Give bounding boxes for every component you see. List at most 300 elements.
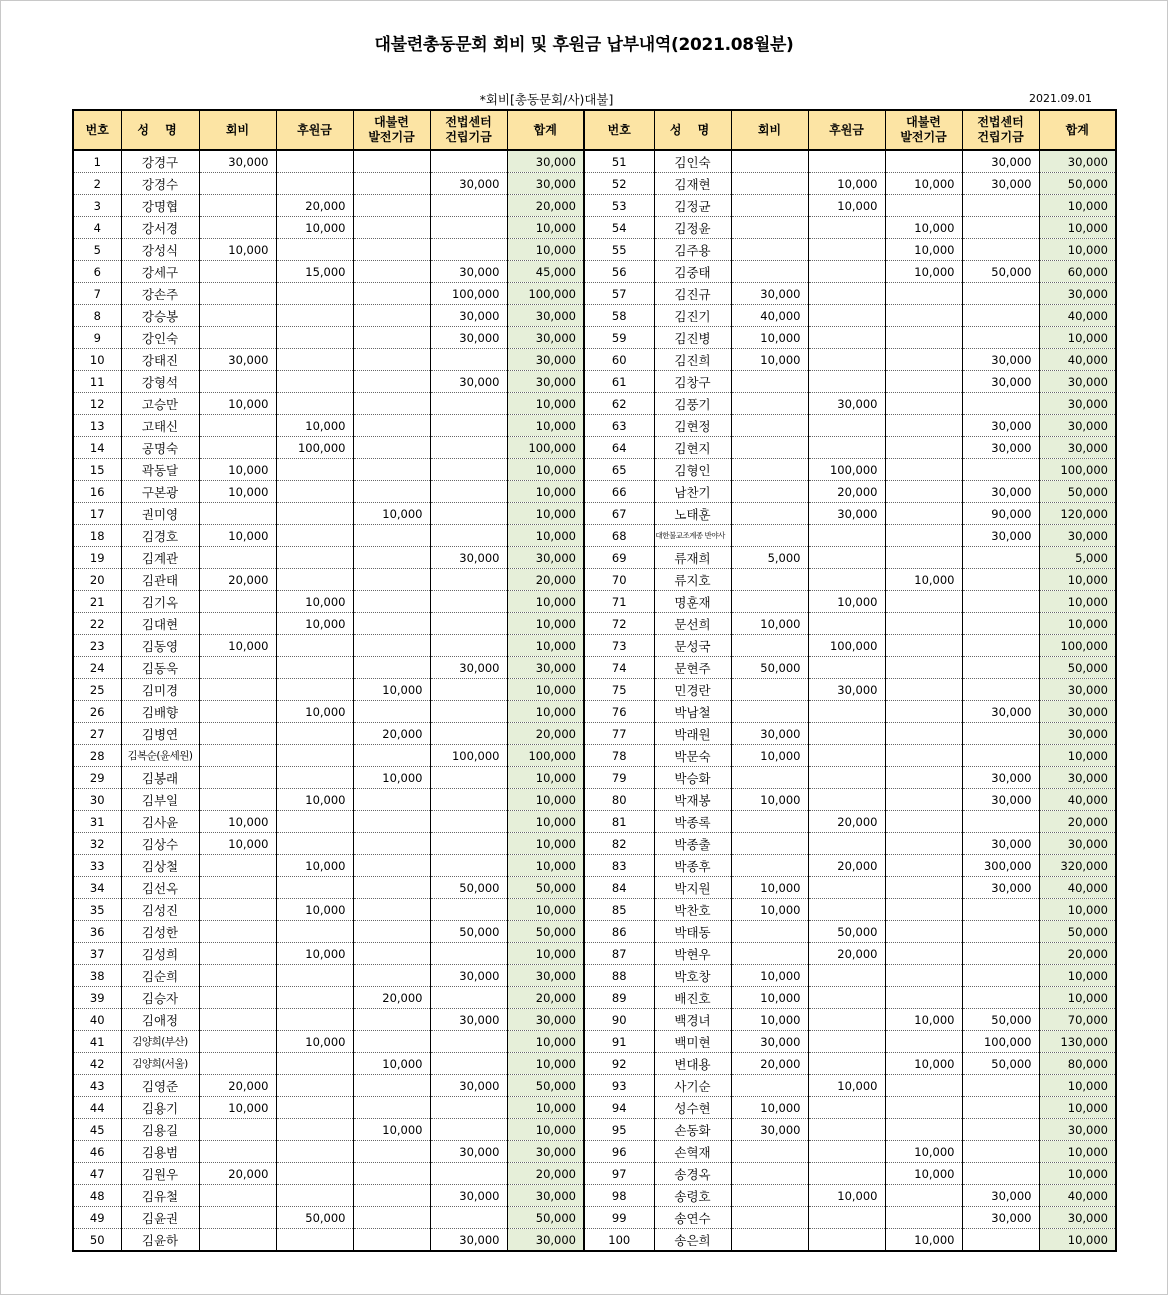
- table-row: [73, 459, 1116, 481]
- dev-fund-cell: [885, 305, 962, 327]
- dev-fund-cell: [353, 811, 430, 833]
- center-fund-cell: [962, 745, 1039, 767]
- total-cell: 10,000: [507, 393, 584, 415]
- total-cell: 10,000: [507, 415, 584, 437]
- page-title: 대불련총동문회 회비 및 후원금 납부내역(2021.08월분): [374, 35, 794, 55]
- donation-cell: 10,000: [276, 855, 353, 877]
- dev-fund-cell: [885, 635, 962, 657]
- total-cell: 10,000: [1039, 217, 1116, 239]
- fee-cell: [731, 393, 808, 415]
- fee-cell: [731, 503, 808, 525]
- fee-cell: [731, 833, 808, 855]
- center-fund-cell: [962, 393, 1039, 415]
- member-name: 김애정: [121, 1009, 199, 1031]
- member-name: 김진병: [654, 327, 731, 349]
- dev-fund-cell: [885, 921, 962, 943]
- center-fund-cell: [962, 283, 1039, 305]
- row-number: 67: [584, 503, 654, 525]
- dev-fund-cell: [885, 657, 962, 679]
- fee-cell: 10,000: [199, 1097, 276, 1119]
- donation-cell: 30,000: [808, 503, 885, 525]
- member-name: 강명협: [121, 195, 199, 217]
- fee-cell: [199, 547, 276, 569]
- table-row: [73, 503, 1116, 525]
- row-number: 31: [73, 811, 121, 833]
- donation-cell: 10,000: [808, 1075, 885, 1097]
- donation-cell: [276, 173, 353, 195]
- donation-cell: 20,000: [808, 481, 885, 503]
- total-cell: 20,000: [507, 195, 584, 217]
- table-row: [73, 789, 1116, 811]
- member-name: 강서경: [121, 217, 199, 239]
- member-name: 강태진: [121, 349, 199, 371]
- row-number: 54: [584, 217, 654, 239]
- fee-cell: [731, 195, 808, 217]
- total-cell: 10,000: [1039, 1075, 1116, 1097]
- dev-fund-cell: [885, 195, 962, 217]
- dev-fund-cell: [885, 1207, 962, 1229]
- row-number: 80: [584, 789, 654, 811]
- fee-cell: [199, 1009, 276, 1031]
- dev-fund-cell: [885, 789, 962, 811]
- donation-cell: [276, 525, 353, 547]
- row-number: 100: [584, 1229, 654, 1252]
- center-fund-cell: [430, 195, 507, 217]
- fee-cell: 20,000: [731, 1053, 808, 1075]
- member-name: 송경옥: [654, 1163, 731, 1185]
- fee-cell: 10,000: [199, 635, 276, 657]
- table-row: [73, 899, 1116, 921]
- center-fund-cell: [962, 613, 1039, 635]
- total-cell: 10,000: [1039, 1141, 1116, 1163]
- fee-cell: [199, 657, 276, 679]
- total-cell: 30,000: [1039, 701, 1116, 723]
- center-fund-cell: [962, 965, 1039, 987]
- table-row: [73, 855, 1116, 877]
- total-cell: 30,000: [1039, 283, 1116, 305]
- total-cell: 100,000: [507, 283, 584, 305]
- total-cell: 10,000: [507, 635, 584, 657]
- center-fund-cell: [430, 1163, 507, 1185]
- table-row: [73, 1207, 1116, 1229]
- header-dev-fund: 대불련 발전기금: [353, 110, 430, 150]
- dev-fund-cell: [885, 327, 962, 349]
- dev-fund-cell: [353, 1185, 430, 1207]
- fee-cell: 10,000: [731, 965, 808, 987]
- total-cell: 10,000: [1039, 569, 1116, 591]
- table-row: [73, 877, 1116, 899]
- table-row: [73, 547, 1116, 569]
- member-name: 송은희: [654, 1229, 731, 1252]
- member-name: 공명숙: [121, 437, 199, 459]
- dev-fund-cell: 10,000: [353, 767, 430, 789]
- total-cell: 30,000: [1039, 1119, 1116, 1141]
- total-cell: 10,000: [1039, 1229, 1116, 1252]
- member-name: 배진호: [654, 987, 731, 1009]
- dev-fund-cell: [353, 481, 430, 503]
- center-fund-cell: 30,000: [430, 965, 507, 987]
- member-name: 김중태: [654, 261, 731, 283]
- total-cell: 10,000: [507, 789, 584, 811]
- member-name: 김현지: [654, 437, 731, 459]
- dev-fund-cell: [885, 525, 962, 547]
- fee-cell: 10,000: [199, 481, 276, 503]
- header-total: 합계: [507, 110, 584, 150]
- fee-cell: [199, 899, 276, 921]
- total-cell: 10,000: [507, 239, 584, 261]
- header-no: 번호: [73, 110, 121, 150]
- fee-cell: [731, 525, 808, 547]
- fee-cell: [731, 811, 808, 833]
- table-row: [73, 239, 1116, 261]
- dev-fund-cell: [885, 899, 962, 921]
- member-name: 김양희(부산): [121, 1031, 199, 1053]
- row-number: 49: [73, 1207, 121, 1229]
- member-name: 김경호: [121, 525, 199, 547]
- dev-fund-cell: [885, 371, 962, 393]
- center-fund-cell: 30,000: [430, 173, 507, 195]
- row-number: 20: [73, 569, 121, 591]
- member-name: 김형인: [654, 459, 731, 481]
- fee-cell: [731, 1207, 808, 1229]
- dev-fund-cell: [353, 635, 430, 657]
- fee-cell: [731, 261, 808, 283]
- member-name: 류지호: [654, 569, 731, 591]
- fee-cell: [199, 503, 276, 525]
- donation-cell: [808, 723, 885, 745]
- member-name: 김진기: [654, 305, 731, 327]
- row-number: 26: [73, 701, 121, 723]
- row-number: 82: [584, 833, 654, 855]
- center-fund-cell: 30,000: [430, 1075, 507, 1097]
- center-fund-cell: [430, 679, 507, 701]
- center-fund-cell: [430, 613, 507, 635]
- member-name: 김관태: [121, 569, 199, 591]
- fee-cell: 10,000: [199, 239, 276, 261]
- table-row: [73, 1097, 1116, 1119]
- total-cell: 10,000: [507, 855, 584, 877]
- row-number: 13: [73, 415, 121, 437]
- row-number: 38: [73, 965, 121, 987]
- member-name: 김계관: [121, 547, 199, 569]
- total-cell: 10,000: [1039, 899, 1116, 921]
- center-fund-cell: 30,000: [962, 349, 1039, 371]
- center-fund-cell: 30,000: [430, 261, 507, 283]
- fee-cell: [199, 415, 276, 437]
- total-cell: 30,000: [507, 1141, 584, 1163]
- center-fund-cell: 30,000: [962, 481, 1039, 503]
- donation-cell: [808, 745, 885, 767]
- donation-cell: 10,000: [276, 415, 353, 437]
- dev-fund-cell: [353, 1097, 430, 1119]
- row-number: 77: [584, 723, 654, 745]
- center-fund-cell: [430, 789, 507, 811]
- member-name: 문선희: [654, 613, 731, 635]
- dev-fund-cell: [353, 437, 430, 459]
- center-fund-cell: [962, 1229, 1039, 1252]
- member-name: 김현정: [654, 415, 731, 437]
- fee-cell: 20,000: [199, 1163, 276, 1185]
- total-cell: 20,000: [1039, 943, 1116, 965]
- dev-fund-cell: 10,000: [353, 1053, 430, 1075]
- center-fund-cell: 30,000: [430, 305, 507, 327]
- donation-cell: [276, 1097, 353, 1119]
- fee-cell: 30,000: [199, 150, 276, 173]
- dev-fund-cell: [353, 1009, 430, 1031]
- dev-fund-cell: [885, 745, 962, 767]
- row-number: 71: [584, 591, 654, 613]
- dev-fund-cell: 10,000: [885, 217, 962, 239]
- fee-cell: [731, 943, 808, 965]
- table-row: [73, 349, 1116, 371]
- row-number: 29: [73, 767, 121, 789]
- center-fund-cell: [430, 459, 507, 481]
- dev-fund-cell: [885, 723, 962, 745]
- donation-cell: 10,000: [276, 899, 353, 921]
- total-cell: 50,000: [1039, 921, 1116, 943]
- dev-fund-cell: [885, 965, 962, 987]
- donation-cell: [808, 437, 885, 459]
- row-number: 73: [584, 635, 654, 657]
- donation-cell: [276, 150, 353, 173]
- row-number: 23: [73, 635, 121, 657]
- fee-cell: 10,000: [199, 459, 276, 481]
- center-fund-cell: [962, 1119, 1039, 1141]
- table-row: [73, 723, 1116, 745]
- dev-fund-cell: [353, 1163, 430, 1185]
- fee-cell: [199, 591, 276, 613]
- member-name: 문현주: [654, 657, 731, 679]
- total-cell: 30,000: [507, 305, 584, 327]
- center-fund-cell: [430, 393, 507, 415]
- row-number: 98: [584, 1185, 654, 1207]
- member-name: 강형석: [121, 371, 199, 393]
- row-number: 76: [584, 701, 654, 723]
- fee-cell: [731, 679, 808, 701]
- fee-cell: [731, 239, 808, 261]
- center-fund-cell: 100,000: [430, 745, 507, 767]
- dev-fund-cell: [353, 921, 430, 943]
- table-row: [73, 393, 1116, 415]
- donation-cell: 10,000: [808, 195, 885, 217]
- total-cell: 30,000: [507, 1229, 584, 1252]
- header-donation: 후원금: [276, 110, 353, 150]
- row-number: 65: [584, 459, 654, 481]
- table-row: [73, 327, 1116, 349]
- dev-fund-cell: 10,000: [885, 1009, 962, 1031]
- fee-cell: [199, 877, 276, 899]
- fee-cell: [199, 283, 276, 305]
- header-no: 번호: [584, 110, 654, 150]
- center-fund-cell: [962, 195, 1039, 217]
- table-row: [73, 833, 1116, 855]
- fee-cell: [199, 965, 276, 987]
- row-number: 12: [73, 393, 121, 415]
- member-name: 박지원: [654, 877, 731, 899]
- member-name: 강경구: [121, 150, 199, 173]
- total-cell: 30,000: [1039, 525, 1116, 547]
- row-number: 35: [73, 899, 121, 921]
- row-number: 33: [73, 855, 121, 877]
- dev-fund-cell: [353, 415, 430, 437]
- fee-cell: [731, 415, 808, 437]
- dev-fund-cell: [885, 679, 962, 701]
- fee-cell: [199, 437, 276, 459]
- member-name: 김주용: [654, 239, 731, 261]
- center-fund-cell: [962, 217, 1039, 239]
- dev-fund-cell: [885, 943, 962, 965]
- total-cell: 40,000: [1039, 349, 1116, 371]
- dev-fund-cell: [353, 1141, 430, 1163]
- center-fund-cell: [962, 943, 1039, 965]
- row-number: 75: [584, 679, 654, 701]
- dev-fund-cell: [885, 767, 962, 789]
- center-fund-cell: 30,000: [430, 657, 507, 679]
- fee-cell: 30,000: [731, 1119, 808, 1141]
- dev-fund-cell: [353, 239, 430, 261]
- member-name: 박재봉: [654, 789, 731, 811]
- center-fund-cell: [430, 217, 507, 239]
- total-cell: 10,000: [507, 1119, 584, 1141]
- fee-cell: [199, 613, 276, 635]
- center-fund-cell: [962, 723, 1039, 745]
- row-number: 21: [73, 591, 121, 613]
- table-row: [73, 811, 1116, 833]
- center-fund-cell: [430, 635, 507, 657]
- fee-cell: [731, 1141, 808, 1163]
- header-donation: 후원금: [808, 110, 885, 150]
- fee-cell: [731, 635, 808, 657]
- center-fund-cell: [962, 1141, 1039, 1163]
- fee-cell: [731, 371, 808, 393]
- center-fund-cell: [430, 1031, 507, 1053]
- fee-cell: [731, 1075, 808, 1097]
- center-fund-cell: [430, 150, 507, 173]
- row-number: 8: [73, 305, 121, 327]
- dev-fund-cell: [353, 877, 430, 899]
- total-cell: 30,000: [507, 327, 584, 349]
- total-cell: 20,000: [507, 569, 584, 591]
- table-row: [73, 437, 1116, 459]
- fee-cell: [199, 679, 276, 701]
- table-row: [73, 679, 1116, 701]
- center-fund-cell: 30,000: [962, 371, 1039, 393]
- table-row: [73, 767, 1116, 789]
- total-cell: 50,000: [1039, 657, 1116, 679]
- dev-fund-cell: 10,000: [353, 1119, 430, 1141]
- member-name: 박종록: [654, 811, 731, 833]
- dev-fund-cell: [353, 305, 430, 327]
- table-row: [73, 1075, 1116, 1097]
- table-row: [73, 591, 1116, 613]
- dev-fund-cell: [353, 525, 430, 547]
- center-fund-cell: [962, 305, 1039, 327]
- donation-cell: 15,000: [276, 261, 353, 283]
- dev-fund-cell: [885, 877, 962, 899]
- fee-cell: [731, 569, 808, 591]
- dev-fund-cell: 20,000: [353, 987, 430, 1009]
- donation-cell: [808, 283, 885, 305]
- row-number: 5: [73, 239, 121, 261]
- dev-fund-cell: [885, 1185, 962, 1207]
- header-center-fund: 전법센터 건립기금: [962, 110, 1039, 150]
- dev-fund-cell: 10,000: [885, 569, 962, 591]
- fee-cell: [199, 261, 276, 283]
- total-cell: 5,000: [1039, 547, 1116, 569]
- dev-fund-cell: [353, 327, 430, 349]
- row-number: 50: [73, 1229, 121, 1252]
- center-fund-cell: [962, 547, 1039, 569]
- fee-cell: [199, 1229, 276, 1252]
- header-dev-fund: 대불련 발전기금: [885, 110, 962, 150]
- donation-cell: [808, 239, 885, 261]
- donation-cell: [808, 525, 885, 547]
- total-cell: 50,000: [507, 1207, 584, 1229]
- dev-fund-cell: 10,000: [885, 1141, 962, 1163]
- fee-cell: [199, 987, 276, 1009]
- total-cell: 45,000: [507, 261, 584, 283]
- dev-fund-cell: 10,000: [885, 239, 962, 261]
- row-number: 85: [584, 899, 654, 921]
- fee-cell: [199, 855, 276, 877]
- center-fund-cell: [430, 525, 507, 547]
- row-number: 48: [73, 1185, 121, 1207]
- total-cell: 30,000: [507, 657, 584, 679]
- donation-cell: [808, 1053, 885, 1075]
- fee-cell: [731, 217, 808, 239]
- dev-fund-cell: [885, 811, 962, 833]
- center-fund-cell: 30,000: [962, 767, 1039, 789]
- row-number: 41: [73, 1031, 121, 1053]
- center-fund-cell: 30,000: [962, 173, 1039, 195]
- total-cell: 50,000: [507, 1075, 584, 1097]
- donation-cell: [808, 217, 885, 239]
- row-number: 22: [73, 613, 121, 635]
- donation-cell: [808, 569, 885, 591]
- center-fund-cell: [430, 833, 507, 855]
- donation-cell: [276, 745, 353, 767]
- dev-fund-cell: [885, 481, 962, 503]
- row-number: 84: [584, 877, 654, 899]
- donation-cell: [276, 349, 353, 371]
- donation-cell: 30,000: [808, 393, 885, 415]
- row-number: 83: [584, 855, 654, 877]
- donation-cell: [808, 349, 885, 371]
- total-cell: 30,000: [507, 1009, 584, 1031]
- fee-cell: [731, 481, 808, 503]
- table-row: [73, 217, 1116, 239]
- donation-cell: 50,000: [808, 921, 885, 943]
- fee-cell: [199, 943, 276, 965]
- donation-cell: [808, 833, 885, 855]
- donation-cell: [276, 635, 353, 657]
- fee-cell: [731, 1185, 808, 1207]
- member-name: 김용길: [121, 1119, 199, 1141]
- center-fund-cell: 30,000: [962, 1207, 1039, 1229]
- member-name: 김양희(서울): [121, 1053, 199, 1075]
- row-number: 51: [584, 150, 654, 173]
- member-name: 박종출: [654, 833, 731, 855]
- table-row: [73, 195, 1116, 217]
- center-fund-cell: 30,000: [430, 547, 507, 569]
- row-number: 18: [73, 525, 121, 547]
- dev-fund-cell: [353, 173, 430, 195]
- total-cell: 10,000: [507, 1031, 584, 1053]
- dev-fund-cell: 10,000: [885, 1163, 962, 1185]
- total-cell: 30,000: [1039, 767, 1116, 789]
- table-row: [73, 965, 1116, 987]
- dev-fund-cell: 10,000: [885, 173, 962, 195]
